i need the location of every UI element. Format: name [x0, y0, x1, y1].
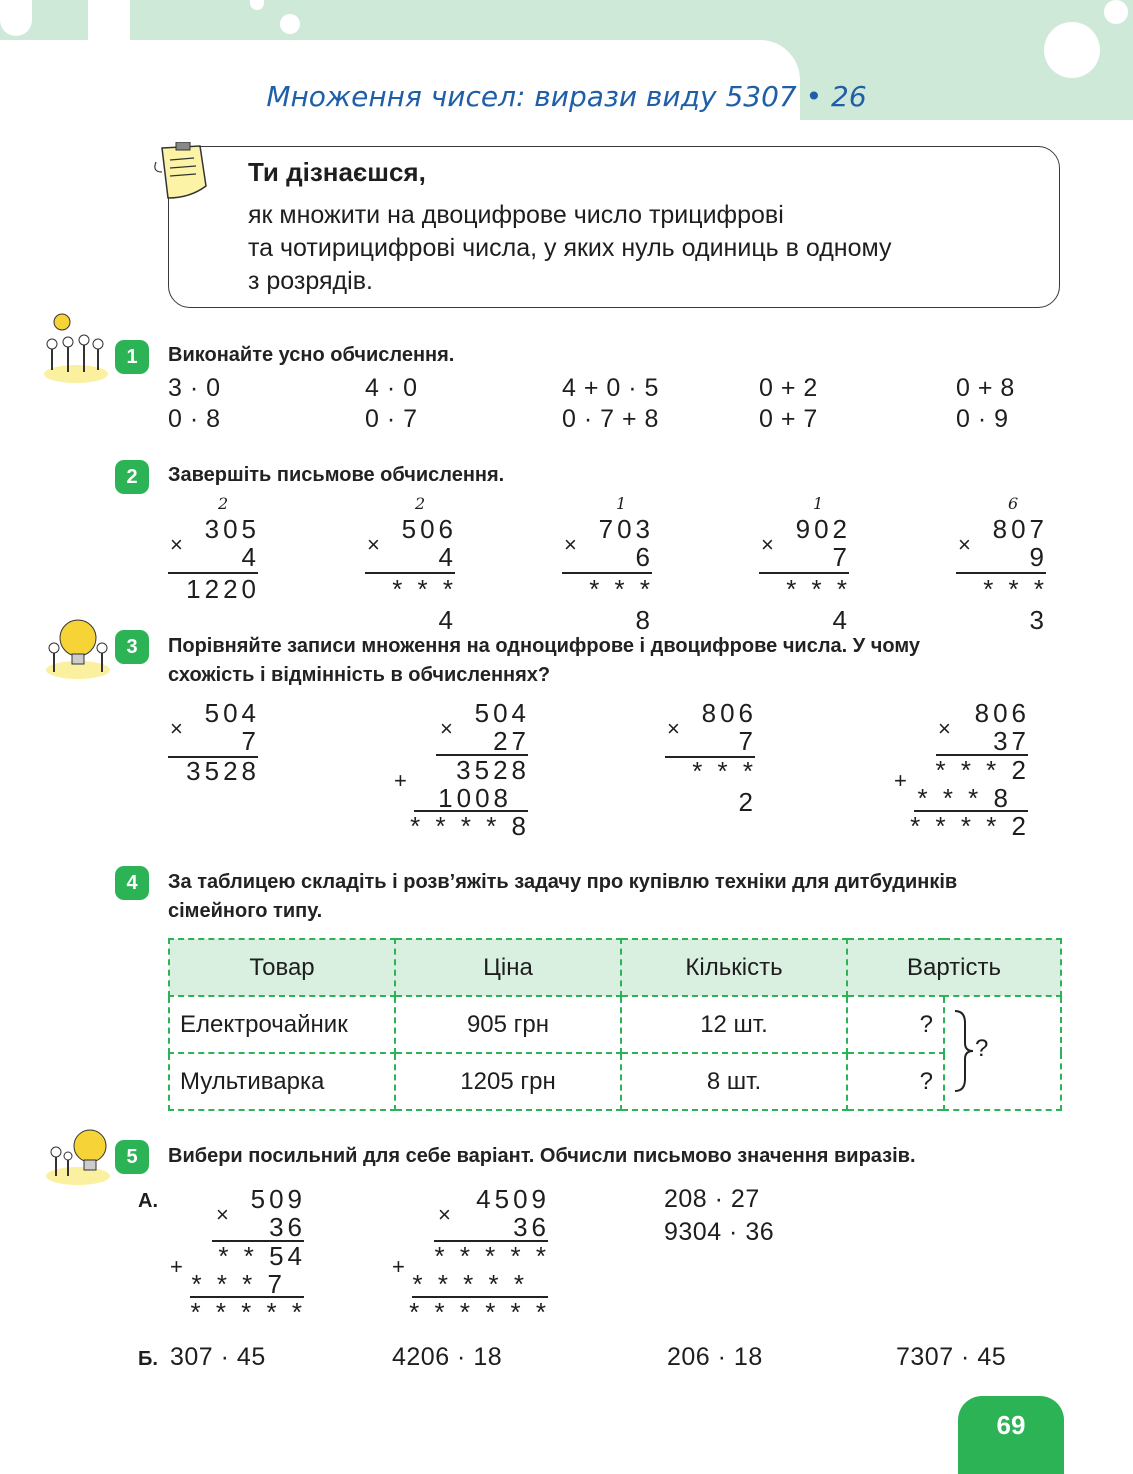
task4-line: сімейного типу. [168, 900, 323, 922]
learn-line: та чотирицифрові числа, у яких нуль одиниць в одному [248, 234, 892, 262]
partial-product: * * * * * [412, 1269, 528, 1299]
expression: 0 · 7 [365, 405, 418, 433]
product: * * * 4 [392, 574, 457, 635]
task2-text: Завершіть письмове обчислення. [168, 464, 505, 486]
multiplier: 37 [993, 726, 1030, 756]
table-cell: 8 шт. [621, 1053, 847, 1110]
carry-digit: 6 [1008, 494, 1019, 513]
multiplier: 9 [1029, 542, 1048, 572]
multiplier: 7 [241, 726, 260, 756]
task3-line: схожість і відмінність в обчисленнях? [168, 664, 551, 686]
product: * * * 3 [983, 574, 1048, 635]
expression: 206 · 18 [667, 1343, 763, 1371]
total-cell-value: ? [975, 1035, 989, 1062]
multiplicand: 902 [795, 514, 851, 544]
expression: 0 · 7 + 8 [562, 405, 659, 433]
column-header: Кількість [621, 939, 847, 996]
learn-title: Ти дізнаєшся, [248, 157, 426, 187]
multiplicand: 703 [598, 514, 654, 544]
multiply-sign: × [440, 716, 453, 741]
table-cell: 12 шт. [621, 996, 847, 1053]
table-cell: 1205 грн [395, 1053, 621, 1110]
product: * * * * 2 [910, 811, 1030, 841]
task-number-badge: 1 [115, 340, 149, 374]
column-header: Товар [169, 939, 395, 996]
learn-text [248, 199, 1048, 298]
multiply-sign: × [216, 1202, 229, 1227]
column-header: Вартість [847, 939, 1061, 996]
expression: 3 · 0 [168, 374, 221, 402]
product: * * * 8 [589, 574, 654, 635]
column-multiplication [390, 698, 530, 848]
expression: 0 · 8 [168, 405, 221, 433]
expression: 0 + 7 [759, 405, 818, 433]
table-row [169, 1053, 1061, 1110]
task-number-badge: 4 [115, 866, 149, 900]
column-multiplication [665, 698, 757, 817]
learn-line: як множити на двоцифрове число трицифрові [248, 201, 784, 229]
column-multiplication [168, 494, 260, 606]
multiplier: 4 [438, 542, 457, 572]
multiply-sign: × [170, 532, 183, 557]
multiply-sign: × [564, 532, 577, 557]
multiplicand: 504 [474, 698, 530, 728]
multiply-sign: × [667, 716, 680, 741]
bubble-decor [0, 0, 32, 36]
multiplier: 4 [241, 542, 260, 572]
column-multiplication [168, 698, 260, 788]
table-header-row [169, 939, 1061, 996]
carry-digit: 2 [415, 494, 426, 513]
plus-sign: + [392, 1254, 405, 1279]
product: * * * * * [190, 1297, 306, 1327]
multiplier: 27 [493, 726, 530, 756]
column-multiplication [365, 494, 457, 635]
learn-line: з розрядів. [248, 267, 373, 295]
column-multiplication [890, 698, 1030, 848]
multiplier: 36 [513, 1212, 550, 1242]
product: 3528 [186, 756, 260, 786]
multiplicand: 506 [401, 514, 457, 544]
multiplier: 7 [738, 726, 757, 756]
carry-digit: 1 [813, 494, 824, 513]
multiply-sign: × [938, 716, 951, 741]
multiply-sign: × [761, 532, 774, 557]
product: * * * 4 [786, 574, 851, 635]
total-cell [944, 996, 1061, 1110]
product: * * * * 8 [410, 811, 530, 841]
column-header: Ціна [395, 939, 621, 996]
expression: 307 · 45 [170, 1343, 266, 1371]
partial-product: 3528 [456, 755, 530, 785]
partial-product: * * * 8 [917, 783, 1012, 813]
expression: 0 · 9 [956, 405, 1009, 433]
table-cell: Електрочайник [169, 996, 395, 1053]
multiplicand: 806 [974, 698, 1030, 728]
task-number-badge: 2 [115, 460, 149, 494]
expression: 9304 · 36 [664, 1218, 775, 1246]
expression: 4 + 0 · 5 [562, 374, 659, 402]
carry-digit: 1 [616, 494, 627, 513]
expression: 4206 · 18 [392, 1343, 503, 1371]
product: 1220 [186, 574, 260, 604]
carry-digit: 2 [218, 494, 229, 513]
note-icon [150, 142, 212, 202]
expression: 0 + 2 [759, 374, 818, 402]
task4-text [168, 868, 1068, 926]
partial-product: * * * * * [434, 1241, 550, 1271]
task-number-badge: 3 [115, 630, 149, 664]
column-multiplication [388, 1184, 550, 1334]
multiplicand: 4509 [476, 1184, 550, 1214]
column-multiplication [956, 494, 1048, 635]
partial-product: * * * 2 [935, 755, 1030, 785]
plus-sign: + [170, 1254, 183, 1279]
multiplicand: 806 [701, 698, 757, 728]
page-number: 69 [958, 1396, 1064, 1474]
multiplier: 6 [635, 542, 654, 572]
bubble-decor [250, 0, 264, 10]
multiply-sign: × [170, 716, 183, 741]
lightbulb-people-icon [42, 1126, 114, 1186]
multiplicand: 509 [250, 1184, 306, 1214]
variant-label: А. [138, 1190, 158, 1212]
multiplier: 7 [832, 542, 851, 572]
multiply-sign: × [367, 532, 380, 557]
bubble-decor [1104, 0, 1128, 24]
task3-text [168, 632, 1062, 690]
column-multiplication [166, 1184, 306, 1334]
product: * * * * * * [409, 1297, 550, 1327]
expression: 4 · 0 [365, 374, 418, 402]
group-people-icon [40, 312, 110, 384]
partial-product: 1008 [438, 783, 512, 813]
multiplier: 36 [269, 1212, 306, 1242]
table-cell: ? [847, 1053, 944, 1110]
task4-line: За таблицею складіть і розв’яжіть задачу про купівлю техніки для дитбудинків [168, 871, 958, 893]
lightbulb-people-icon [42, 614, 114, 680]
bubble-decor [280, 14, 300, 34]
partial-product: * * 54 [218, 1241, 306, 1271]
multiply-sign: × [438, 1202, 451, 1227]
expression: 0 + 8 [956, 374, 1015, 402]
variant-label: Б. [138, 1348, 158, 1370]
task5-text: Вибери посильний для себе варіант. Обчисли письмово значення виразів. [168, 1145, 916, 1167]
table-cell: Мультиварка [169, 1053, 395, 1110]
multiplicand: 807 [992, 514, 1048, 544]
goods-table [168, 938, 1062, 1111]
task-number-badge: 5 [115, 1140, 149, 1174]
page-title: Множення чисел: вирази виду 5307 • 26 [266, 80, 867, 113]
multiplicand: 504 [204, 698, 260, 728]
plus-sign: + [394, 768, 407, 793]
task3-line: Порівняйте записи множення на одноцифрове і двоцифрове числа. У чому [168, 635, 921, 657]
table-cell: ? [847, 996, 944, 1053]
column-multiplication [562, 494, 654, 635]
expression: 7307 · 45 [896, 1343, 1007, 1371]
partial-product: * * * 7 [191, 1269, 286, 1299]
column-multiplication [759, 494, 851, 635]
multiply-sign: × [958, 532, 971, 557]
multiplicand: 305 [204, 514, 260, 544]
task1-text: Виконайте усно обчислення. [168, 344, 455, 366]
bubble-decor [1044, 22, 1100, 78]
table-row [169, 996, 1061, 1053]
product: * * * 2 [692, 756, 757, 817]
expression: 208 · 27 [664, 1185, 760, 1213]
table-cell: 905 грн [395, 996, 621, 1053]
plus-sign: + [894, 768, 907, 793]
